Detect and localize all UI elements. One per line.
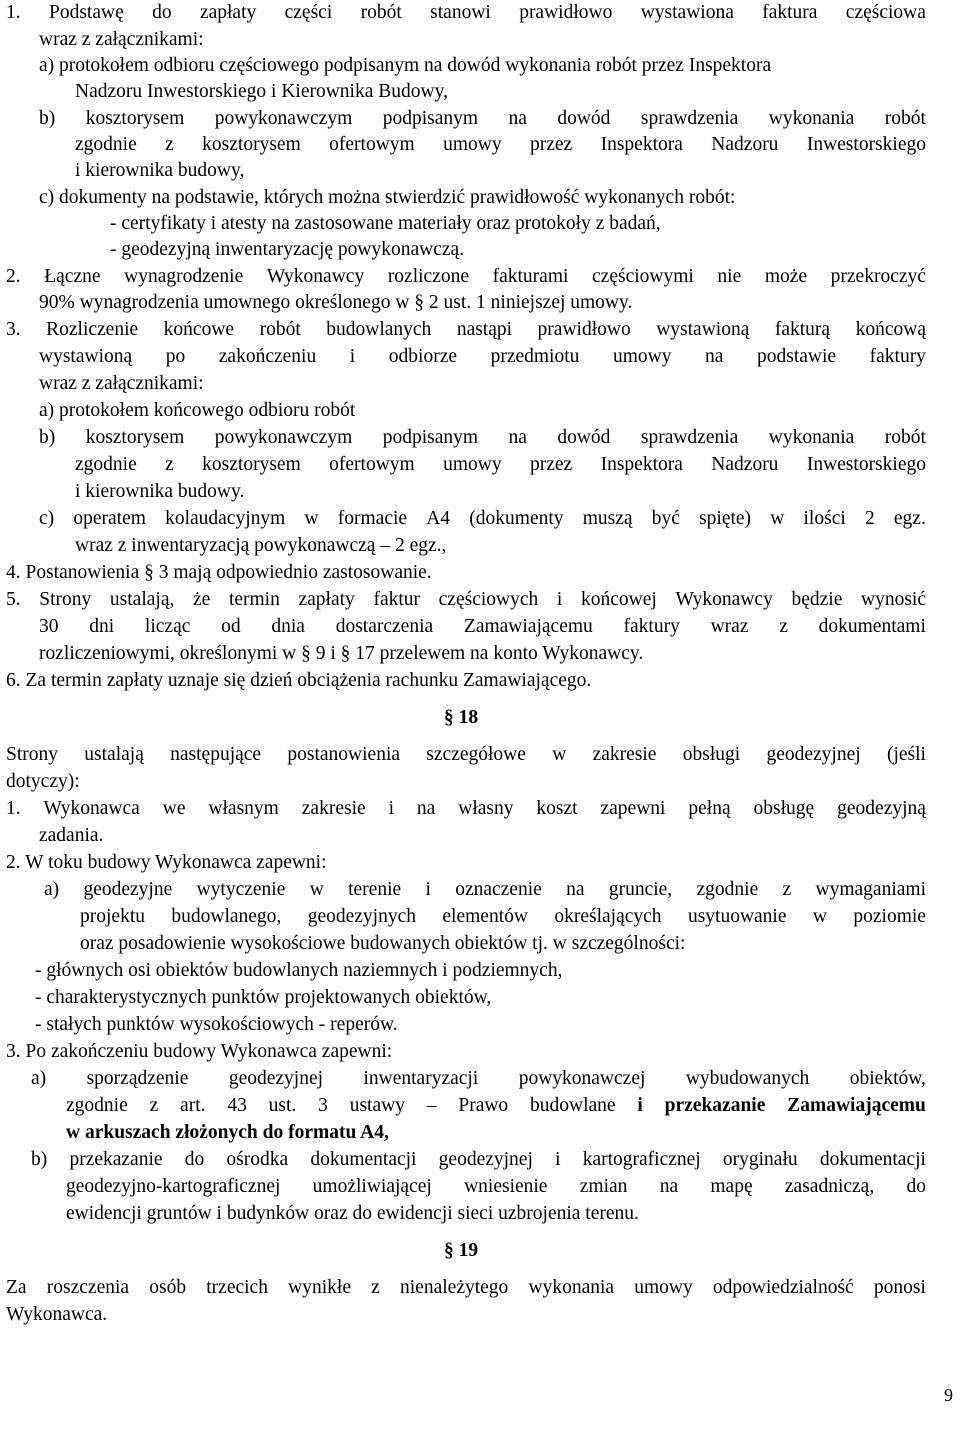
text-line: - stałych punktów wysokościowych - reperów. [35,1014,398,1035]
text-line: § 19 [444,1240,479,1261]
text-line: projektu budowlanego, geodezyjnych elementów określających usytuowanie w poziomie [80,906,926,927]
text-line: - głównych osi obiektów budowlanych naziemnych i podziemnych, [35,960,563,981]
text-line: b) kosztorysem powykonawczym podpisanym na dowód sprawdzenia wykonania robót [39,427,926,448]
text-line: 5. Strony ustalają, że termin zapłaty faktur częściowych i końcowej Wykonawcy będzie wynosić [6,589,926,610]
text-line: 3. Rozliczenie końcowe robót budowlanych nastąpi prawidłowo wystawioną fakturą końcową [6,319,926,340]
text-line: 1. Podstawę do zapłaty części robót stanowi prawidłowo wystawiona faktura częściowa [6,2,926,23]
text-line: 4. Postanowienia § 3 mają odpowiednio zastosowanie. [6,562,432,583]
text-line: b) przekazanie do ośrodka dokumentacji geodezyjnej i kartograficznej oryginału dokumentacji [31,1149,926,1170]
text-line: Wykonawca. [6,1304,108,1325]
text-line: zgodnie z art. 43 ust. 3 ustawy – Prawo budowlane i przekazanie Zamawiającemu [66,1095,926,1116]
text-line: wystawioną po zakończeniu i odbiorze przedmiotu umowy na podstawie faktury [39,346,926,367]
text-line: § 18 [444,707,479,728]
text-line: dotyczy): [6,771,80,792]
text-line: Strony ustalają następujące postanowienia szczegółowe w zakresie obsługi geodezyjnej (jeśli [6,744,926,765]
text-line: b) kosztorysem powykonawczym podpisanym na dowód sprawdzenia wykonania robót [39,108,926,129]
text-line: 1. Wykonawca we własnym zakresie i na własny koszt zapewni pełną obsługę geodezyjną [6,798,926,819]
text-line: wraz z inwentaryzacją powykonawczą – 2 egz., [75,535,447,556]
text-line: wraz z załącznikami: [39,373,204,394]
text-line: Za roszczenia osób trzecich wynikłe z nienależytego wykonania umowy odpowiedzialność ponosi [6,1277,926,1298]
text-line: geodezyjno-kartograficznej umożliwiającej wniesienie zmian na mapę zasadniczą, do [66,1176,926,1197]
text-line: 3. Po zakończeniu budowy Wykonawca zapewni: [6,1041,393,1062]
text-line: rozliczeniowymi, określonymi w § 9 i § 17 przelewem na konto Wykonawcy. [39,643,644,664]
text-line: c) dokumenty na podstawie, których można stwierdzić prawidłowość wykonanych robót: [39,187,736,208]
text-line: Nadzoru Inwestorskiego i Kierownika Budowy, [75,81,448,102]
text-line: oraz posadowienie wysokościowe budowanych obiektów tj. w szczególności: [80,933,686,954]
page-number: 9 [944,1385,953,1405]
text-line: ewidencji gruntów i budynków oraz do ewidencji sieci uzbrojenia terenu. [66,1203,639,1224]
text-line: zgodnie z kosztorysem ofertowym umowy przez Inspektora Nadzoru Inwestorskiego [75,134,926,155]
text-line: wraz z załącznikami: [39,29,204,50]
text-line: 2. W toku budowy Wykonawca zapewni: [6,852,327,873]
text-line: a) protokołem odbioru częściowego podpisanym na dowód wykonania robót przez Inspektora [39,55,772,76]
text-line: 30 dni licząc od dnia dostarczenia Zamawiającemu faktury wraz z dokumentami [39,616,926,637]
text-line: i kierownika budowy. [75,481,245,502]
text-line: w arkuszach złożonych do formatu A4, [66,1122,389,1143]
text-line: a) sporządzenie geodezyjnej inwentaryzacji powykonawczej wybudowanych obiektów, [31,1068,926,1089]
text-line: - charakterystycznych punktów projektowanych obiektów, [35,987,492,1008]
text-line: a) protokołem końcowego odbioru robót [39,400,356,421]
text-line: i kierownika budowy, [75,160,245,181]
text-line: a) geodezyjne wytyczenie w terenie i oznaczenie na gruncie, zgodnie z wymaganiami [44,879,926,900]
text-line: 6. Za termin zapłaty uznaje się dzień obciążenia rachunku Zamawiającego. [6,670,592,691]
text-line: c) operatem kolaudacyjnym w formacie A4 (dokumenty muszą być spięte) w ilości 2 egz. [39,508,926,529]
text-line: zadania. [39,825,104,846]
text-line: zgodnie z kosztorysem ofertowym umowy przez Inspektora Nadzoru Inwestorskiego [75,454,926,475]
text-line: 90% wynagrodzenia umownego określonego w § 2 ust. 1 niniejszej umowy. [39,292,633,313]
text-line: 2. Łączne wynagrodzenie Wykonawcy rozliczone fakturami częściowymi nie może przekroczyć [6,266,926,287]
text-line: - certyfikaty i atesty na zastosowane materiały oraz protokoły z badań, [110,213,661,234]
text-line: - geodezyjną inwentaryzację powykonawczą. [110,239,465,260]
